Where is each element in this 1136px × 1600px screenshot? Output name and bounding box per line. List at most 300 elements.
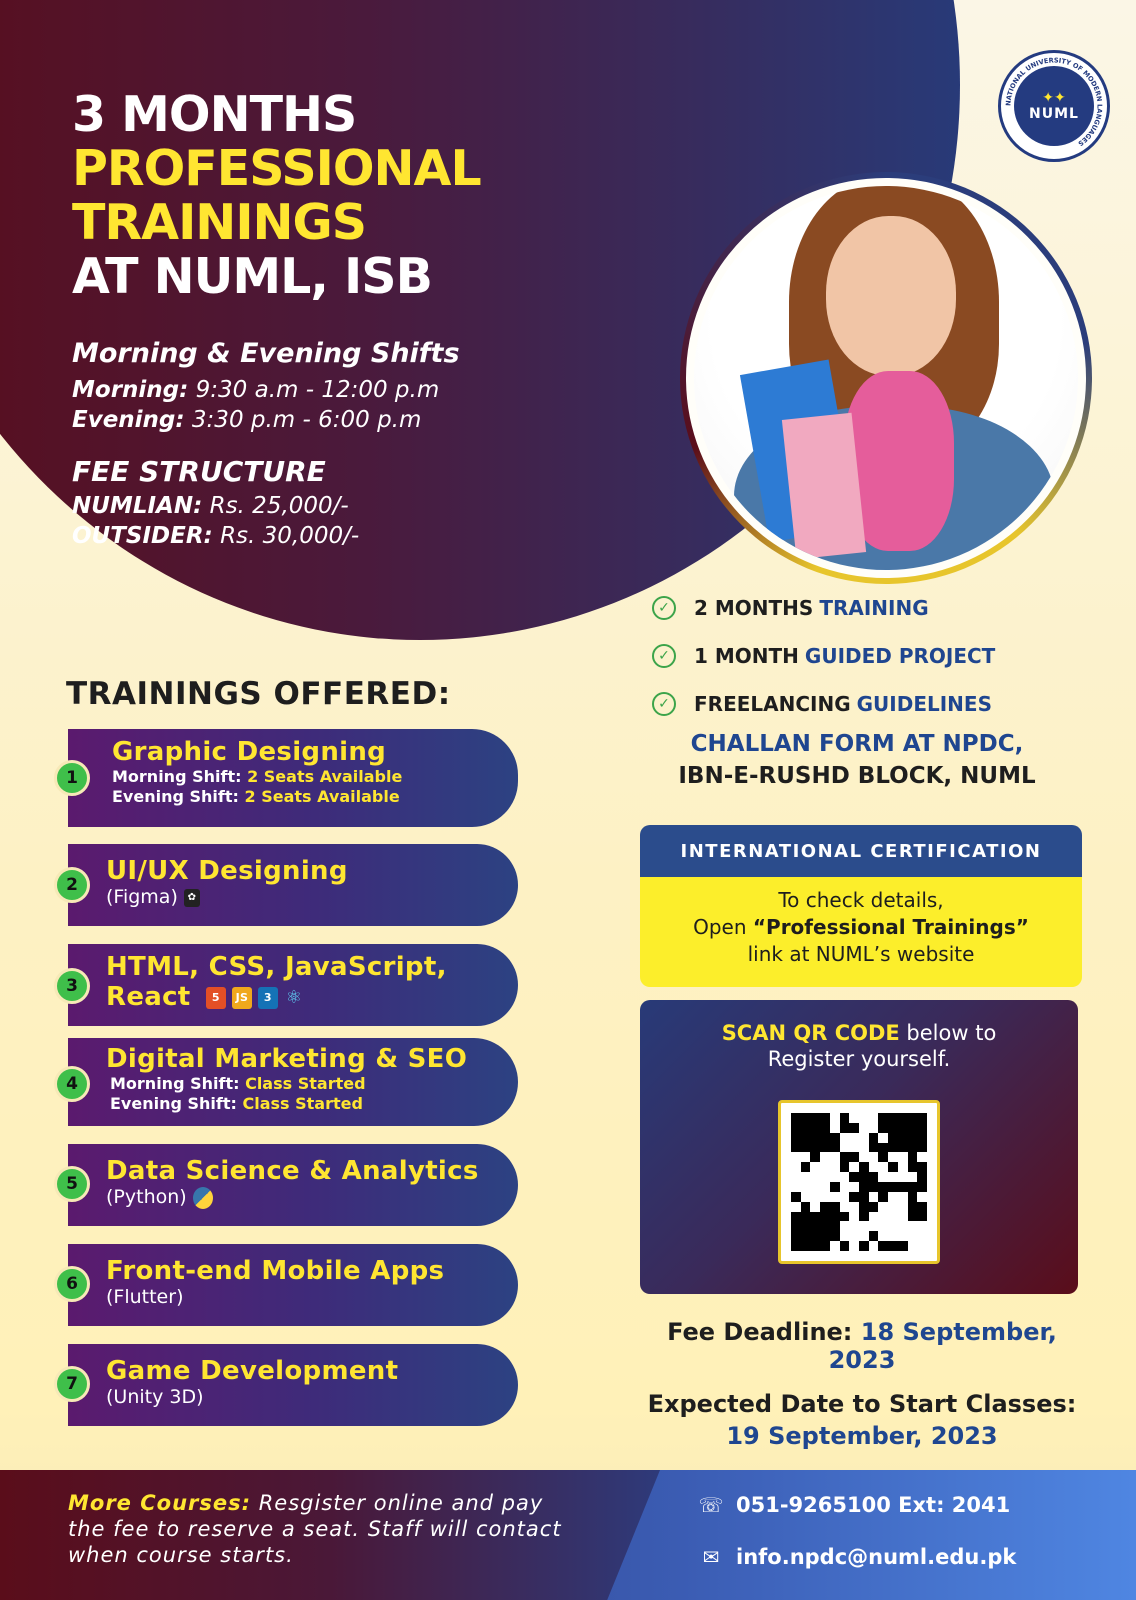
evening-shift-value: Class Started: [242, 1094, 363, 1113]
course-card: [68, 1244, 518, 1326]
qr-module: [840, 1182, 850, 1192]
qr-module: [810, 1221, 820, 1231]
qr-module: [849, 1241, 859, 1251]
course-card: [68, 1038, 518, 1126]
checklist-item: [652, 680, 995, 728]
qr-module: [908, 1152, 918, 1162]
qr-module: [810, 1143, 820, 1153]
outsider-fee-line: [72, 521, 592, 551]
qr-module: [820, 1212, 830, 1222]
qr-module: [898, 1241, 908, 1251]
email-contact[interactable]: [698, 1544, 1016, 1570]
morning-shift-value: 2 Seats Available: [247, 767, 403, 786]
qr-module: [830, 1152, 840, 1162]
outsider-label: OUTSIDER:: [72, 523, 213, 549]
shift-timings: [72, 338, 592, 435]
qr-module: [791, 1182, 801, 1192]
qr-module: [908, 1123, 918, 1133]
qr-module: [898, 1182, 908, 1192]
qr-module: [801, 1212, 811, 1222]
qr-module: [908, 1172, 918, 1182]
photo-frame: [680, 172, 1092, 584]
page-title: [72, 88, 592, 304]
qr-text-1: below to: [899, 1021, 997, 1045]
photo-face: [826, 216, 956, 376]
qr-module: [820, 1133, 830, 1143]
qr-module: [830, 1182, 840, 1192]
qr-module: [801, 1182, 811, 1192]
qr-module: [830, 1241, 840, 1251]
course-name: Graphic Designing: [112, 737, 387, 767]
qr-module: [849, 1162, 859, 1172]
qr-module: [791, 1202, 801, 1212]
qr-module: [898, 1113, 908, 1123]
qr-module: [791, 1133, 801, 1143]
numlian-fee-line: [72, 491, 592, 521]
course-name: HTML, CSS, JavaScript,: [106, 952, 447, 982]
qr-module: [859, 1123, 869, 1133]
important-dates: [640, 1318, 1084, 1452]
logo-mark-icon: ✦✦: [1042, 90, 1066, 106]
more-courses-text: Resgister online and pay the fee to reserve a seat. Staff will contact when course starts.: [68, 1491, 562, 1567]
qr-module: [888, 1241, 898, 1251]
fee-deadline-label: Fee Deadline:: [667, 1318, 853, 1346]
course-tool: (Unity 3D): [106, 1386, 204, 1408]
qr-module: [830, 1192, 840, 1202]
qr-module: [820, 1113, 830, 1123]
qr-module: [888, 1172, 898, 1182]
qr-module: [830, 1162, 840, 1172]
qr-module: [869, 1202, 879, 1212]
qr-module: [849, 1182, 859, 1192]
course-number-badge: 7: [54, 1366, 90, 1402]
course-name: Digital Marketing & SEO: [106, 1044, 468, 1074]
qr-module: [791, 1231, 801, 1241]
qr-module: [908, 1113, 918, 1123]
morning-shift-value: Class Started: [245, 1074, 366, 1093]
qr-module: [791, 1221, 801, 1231]
qr-module: [917, 1241, 927, 1251]
qr-module: [888, 1123, 898, 1133]
course-card: [68, 1144, 518, 1226]
qr-module: [791, 1172, 801, 1182]
qr-module: [869, 1221, 879, 1231]
checklist-item: [652, 632, 995, 680]
qr-module: [791, 1241, 801, 1251]
qr-module: [830, 1202, 840, 1212]
course-card: [68, 944, 518, 1026]
course-number-badge: 3: [54, 968, 90, 1004]
javascript-icon: JS: [232, 987, 252, 1009]
qr-module: [859, 1143, 869, 1153]
email-address: info.npdc@numl.edu.pk: [736, 1545, 1017, 1569]
course-card: [68, 844, 518, 926]
qr-module: [810, 1172, 820, 1182]
qr-module: [917, 1162, 927, 1172]
phone-contact[interactable]: [698, 1492, 1010, 1518]
qr-module: [898, 1172, 908, 1182]
qr-module: [878, 1123, 888, 1133]
fee-heading: FEE STRUCTURE: [72, 455, 326, 488]
qr-module: [820, 1192, 830, 1202]
course-evening-shift: [112, 787, 518, 807]
qr-module: [898, 1152, 908, 1162]
qr-module: [810, 1192, 820, 1202]
qr-module: [801, 1143, 811, 1153]
qr-module: [820, 1162, 830, 1172]
qr-module: [859, 1113, 869, 1123]
checklist-highlight: GUIDED PROJECT: [804, 644, 996, 668]
qr-module: [801, 1202, 811, 1212]
qr-module: [898, 1212, 908, 1222]
qr-module: [840, 1172, 850, 1182]
qr-module: [820, 1231, 830, 1241]
qr-module: [917, 1172, 927, 1182]
evening-timing: [72, 405, 592, 435]
qr-module: [859, 1152, 869, 1162]
qr-module: [859, 1182, 869, 1192]
more-courses-label: More Courses:: [68, 1491, 252, 1515]
qr-module: [791, 1162, 801, 1172]
qr-module: [791, 1152, 801, 1162]
qr-module: [820, 1202, 830, 1212]
course-card: [68, 729, 518, 827]
qr-module: [898, 1202, 908, 1212]
qr-module: [810, 1231, 820, 1241]
qr-module: [840, 1231, 850, 1241]
evening-shift-label: Evening Shift:: [112, 787, 239, 806]
qr-module: [908, 1202, 918, 1212]
qr-module: [878, 1212, 888, 1222]
course-number-badge: 4: [54, 1066, 90, 1102]
qr-module: [840, 1212, 850, 1222]
qr-module: [869, 1143, 879, 1153]
qr-module: [898, 1143, 908, 1153]
qr-module: [801, 1152, 811, 1162]
qr-module: [791, 1192, 801, 1202]
checklist-highlight: TRAINING: [819, 596, 929, 620]
qr-module: [801, 1172, 811, 1182]
qr-module: [917, 1152, 927, 1162]
html5-icon: 5: [206, 987, 226, 1009]
course-evening-shift: [106, 1094, 518, 1114]
photo-book-pink: [782, 413, 866, 560]
qr-module: [840, 1162, 850, 1172]
qr-module: [898, 1123, 908, 1133]
qr-module: [917, 1192, 927, 1202]
course-number-badge: 1: [54, 760, 90, 796]
numlian-fee: Rs. 25,000/-: [209, 493, 349, 519]
qr-module: [810, 1202, 820, 1212]
qr-module: [908, 1221, 918, 1231]
qr-module: [849, 1152, 859, 1162]
qr-module: [810, 1113, 820, 1123]
hero-section: [72, 88, 592, 551]
qr-module: [878, 1172, 888, 1182]
qr-module: [830, 1172, 840, 1182]
qr-module: [869, 1192, 879, 1202]
qr-module: [801, 1133, 811, 1143]
challan-line-1: CHALLAN FORM AT NPDC,: [690, 731, 1024, 757]
title-line-2: PROFESSIONAL: [72, 140, 481, 197]
fee-deadline: [640, 1318, 1084, 1374]
qr-module: [859, 1162, 869, 1172]
morning-timing: [72, 375, 592, 405]
qr-module: [830, 1221, 840, 1231]
qr-module: [830, 1143, 840, 1153]
qr-module: [869, 1152, 879, 1162]
qr-code-icon: [791, 1113, 927, 1251]
qr-module: [917, 1143, 927, 1153]
numl-logo: [998, 50, 1110, 162]
css3-icon: 3: [258, 987, 278, 1009]
logo-ring-icon: [1001, 53, 1107, 159]
qr-module: [878, 1241, 888, 1251]
qr-module: [801, 1162, 811, 1172]
title-line-3: TRAININGS: [72, 194, 367, 251]
course-morning-shift: [106, 1074, 518, 1094]
qr-module: [869, 1133, 879, 1143]
qr-module: [810, 1182, 820, 1192]
qr-module: [840, 1113, 850, 1123]
checklist-text: 2 MONTHS: [694, 596, 814, 620]
qr-module: [810, 1241, 820, 1251]
qr-module: [898, 1221, 908, 1231]
course-name: Front-end Mobile Apps: [106, 1256, 445, 1286]
figma-icon: ✿: [184, 889, 200, 907]
qr-module: [869, 1123, 879, 1133]
qr-module: [898, 1231, 908, 1241]
qr-module: [801, 1113, 811, 1123]
certification-open-text: Open: [693, 915, 753, 939]
morning-shift-label: Morning Shift:: [110, 1074, 240, 1093]
react-icon: ⚛: [285, 986, 303, 1008]
qr-module: [830, 1231, 840, 1241]
qr-module: [869, 1241, 879, 1251]
qr-module: [820, 1172, 830, 1182]
qr-highlight: SCAN QR CODE: [721, 1021, 900, 1045]
professional-trainings-link-text: “Professional Trainings”: [752, 915, 1029, 939]
qr-instructions: [640, 1000, 1078, 1072]
morning-label: Morning:: [72, 377, 189, 403]
qr-module: [840, 1152, 850, 1162]
checklist-item: [652, 584, 995, 632]
qr-module: [888, 1192, 898, 1202]
evening-label: Evening:: [72, 407, 185, 433]
qr-module: [878, 1162, 888, 1172]
qr-module: [869, 1113, 879, 1123]
qr-module: [840, 1123, 850, 1133]
check-circle-icon: ✓: [652, 692, 676, 716]
certification-heading: INTERNATIONAL CERTIFICATION: [640, 825, 1082, 877]
qr-module: [888, 1113, 898, 1123]
course-card: [68, 1344, 518, 1426]
qr-module: [888, 1143, 898, 1153]
student-photo: [686, 178, 1086, 578]
qr-module: [859, 1172, 869, 1182]
course-morning-shift: [112, 767, 518, 787]
course-number-badge: 6: [54, 1266, 90, 1302]
qr-module: [878, 1182, 888, 1192]
qr-module: [917, 1231, 927, 1241]
checklist-text: FREELANCING: [694, 692, 851, 716]
qr-module: [820, 1241, 830, 1251]
challan-info: [640, 728, 1074, 792]
course-name: Game Development: [106, 1356, 399, 1386]
qr-module: [917, 1212, 927, 1222]
fee-structure: [72, 455, 592, 551]
qr-module: [830, 1113, 840, 1123]
qr-module: [898, 1192, 908, 1202]
qr-module: [859, 1192, 869, 1202]
qr-module: [840, 1221, 850, 1231]
qr-module: [888, 1182, 898, 1192]
qr-module: [898, 1133, 908, 1143]
qr-module: [869, 1162, 879, 1172]
course-sub: [106, 1186, 518, 1209]
qr-module: [878, 1192, 888, 1202]
qr-module: [869, 1182, 879, 1192]
qr-module: [888, 1162, 898, 1172]
qr-module: [820, 1123, 830, 1133]
qr-module: [791, 1212, 801, 1222]
qr-module: [849, 1212, 859, 1222]
class-start: [640, 1388, 1084, 1452]
qr-module: [820, 1152, 830, 1162]
python-icon: [193, 1187, 213, 1209]
check-circle-icon: ✓: [652, 644, 676, 668]
numlian-label: NUMLIAN:: [72, 493, 203, 519]
certification-line-2: [640, 914, 1082, 941]
qr-module: [810, 1133, 820, 1143]
qr-module: [888, 1152, 898, 1162]
qr-module: [849, 1192, 859, 1202]
check-circle-icon: ✓: [652, 596, 676, 620]
evening-shift-value: 2 Seats Available: [244, 787, 400, 806]
morning-time: 9:30 a.m - 12:00 p.m: [195, 377, 440, 403]
qr-module: [849, 1143, 859, 1153]
qr-module: [801, 1231, 811, 1241]
qr-module: [878, 1152, 888, 1162]
qr-module: [849, 1172, 859, 1182]
qr-module: [908, 1192, 918, 1202]
course-name-line-2: [106, 982, 518, 1012]
qr-module: [840, 1133, 850, 1143]
qr-module: [917, 1221, 927, 1231]
qr-module: [849, 1113, 859, 1123]
course-tool: (Flutter): [106, 1286, 184, 1308]
qr-module: [810, 1123, 820, 1133]
qr-module: [859, 1221, 869, 1231]
course-tool: (Python): [106, 1186, 187, 1208]
class-start-label: Expected Date to Start Classes:: [647, 1390, 1077, 1418]
qr-module: [791, 1143, 801, 1153]
qr-module: [849, 1123, 859, 1133]
svg-text:NATIONAL UNIVERSITY OF MODERN: NATIONAL UNIVERSITY OF MODERN LANGUAGES: [1004, 56, 1104, 148]
qr-module: [859, 1202, 869, 1212]
qr-module: [849, 1133, 859, 1143]
fee-deadline-date: 18 September, 2023: [828, 1318, 1057, 1374]
qr-module: [801, 1123, 811, 1133]
more-courses-note: [68, 1490, 568, 1568]
qr-code[interactable]: [778, 1100, 940, 1264]
qr-module: [849, 1231, 859, 1241]
challan-line-2: IBN-E-RUSHD BLOCK, NUML: [678, 763, 1036, 789]
qr-module: [869, 1212, 879, 1222]
qr-module: [878, 1133, 888, 1143]
qr-module: [859, 1212, 869, 1222]
trainings-heading: TRAININGS OFFERED:: [66, 676, 451, 712]
logo-text: NUML: [1029, 106, 1079, 122]
qr-module: [888, 1221, 898, 1231]
program-checklist: [652, 584, 995, 728]
phone-number: 051-9265100 Ext: 2041: [736, 1493, 1011, 1517]
email-icon: ✉: [702, 1545, 720, 1569]
checklist-highlight: GUIDELINES: [856, 692, 992, 716]
course-sub: [106, 886, 518, 908]
course-name: Data Science & Analytics: [106, 1156, 479, 1186]
qr-module: [908, 1182, 918, 1192]
qr-module: [840, 1202, 850, 1212]
checklist-text: 1 MONTH: [694, 644, 799, 668]
qr-text-2: Register yourself.: [767, 1047, 951, 1071]
qr-module: [820, 1143, 830, 1153]
qr-module: [849, 1202, 859, 1212]
qr-module: [908, 1162, 918, 1172]
qr-module: [888, 1231, 898, 1241]
qr-module: [791, 1123, 801, 1133]
qr-module: [840, 1143, 850, 1153]
qr-module: [840, 1241, 850, 1251]
qr-module: [859, 1241, 869, 1251]
qr-module: [878, 1143, 888, 1153]
qr-module: [840, 1192, 850, 1202]
morning-shift-label: Morning Shift:: [112, 767, 242, 786]
phone-icon: ☏: [698, 1493, 724, 1517]
footer: [0, 1470, 1136, 1600]
qr-module: [888, 1202, 898, 1212]
qr-module: [801, 1192, 811, 1202]
qr-module: [888, 1133, 898, 1143]
outsider-fee: Rs. 30,000/-: [220, 523, 360, 549]
qr-module: [869, 1231, 879, 1241]
certification-line-3: link at NUML’s website: [747, 942, 975, 966]
qr-module: [878, 1221, 888, 1231]
evening-shift-label: Evening Shift:: [110, 1094, 237, 1113]
evening-time: 3:30 p.m - 6:00 p.m: [191, 407, 422, 433]
qr-module: [917, 1182, 927, 1192]
qr-module: [859, 1231, 869, 1241]
course-name: UI/UX Designing: [106, 856, 348, 886]
qr-module: [917, 1123, 927, 1133]
qr-module: [859, 1133, 869, 1143]
qr-module: [908, 1133, 918, 1143]
qr-module: [908, 1231, 918, 1241]
title-line-1: 3 MONTHS: [72, 86, 357, 143]
class-start-date: 19 September, 2023: [726, 1422, 998, 1450]
qr-module: [849, 1221, 859, 1231]
qr-module: [820, 1182, 830, 1192]
qr-module: [917, 1133, 927, 1143]
qr-module: [810, 1152, 820, 1162]
qr-module: [878, 1202, 888, 1212]
title-line-4: AT NUML, ISB: [72, 248, 432, 305]
qr-module: [801, 1241, 811, 1251]
qr-module: [869, 1172, 879, 1182]
course-number-badge: 2: [54, 867, 90, 903]
shifts-heading: Morning & Evening Shifts: [72, 338, 460, 369]
qr-module: [791, 1113, 801, 1123]
